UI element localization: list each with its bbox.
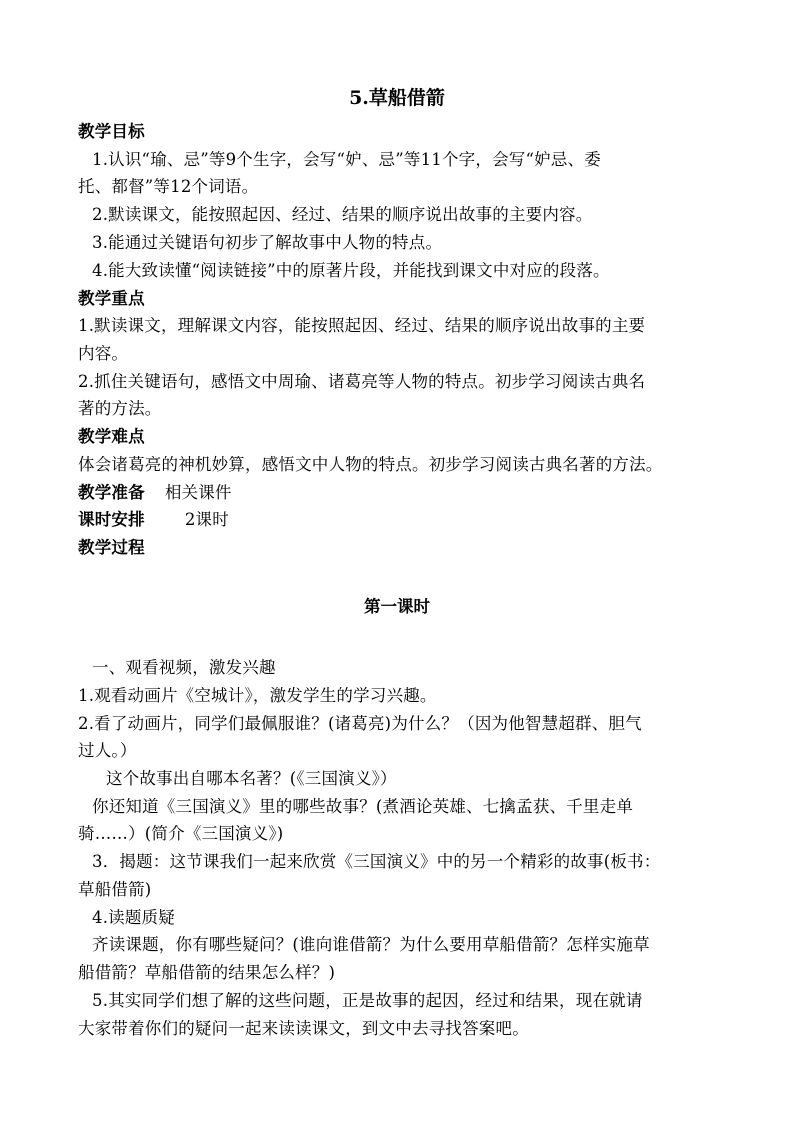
lesson-line: 大家带着你们的疑问一起来读读课文，到文中去寻找答案吧。 (78, 1019, 529, 1038)
objectives-heading: 教学目标 (78, 122, 145, 141)
lesson-line: 5.其实同学们想了解的这些问题，正是故事的起因，经过和结果，现在就请 (92, 991, 643, 1010)
lesson-line: 3．揭题：这节课我们一起来欣赏《三国演义》中的另一个精彩的故事(板书： (92, 852, 661, 871)
objective-line: 4.能大致读懂“阅读链接”中的原著片段，并能找到课文中对应的段落。 (92, 261, 610, 280)
key-point-line: 1.默读课文，理解课文内容，能按照起因、经过、结果的顺序说出故事的主要 (78, 316, 646, 335)
objective-line: 托、都督”等12个词语。 (78, 177, 259, 196)
difficulty-heading: 教学难点 (78, 427, 145, 446)
objective-line: 1.认识“瑜、忌”等9个生字，会写“妒、忌”等11个字，会写“妒忌、委 (92, 150, 601, 169)
difficulty-text: 体会诸葛亮的神机妙算，感悟文中人物的特点。初步学习阅读古典名著的方法。 (78, 455, 663, 474)
lesson-title: 第一课时 (364, 597, 430, 616)
schedule-value: 2课时 (184, 510, 229, 529)
objective-line: 3.能通过关键语句初步了解故事中人物的特点。 (92, 233, 443, 252)
schedule-label: 课时安排 (78, 510, 145, 529)
key-point-line: 内容。 (78, 344, 129, 363)
lesson-line: 齐读课题，你有哪些疑问？(谁向谁借箭？为什么要用草船借箭？怎样实施草 (92, 935, 650, 954)
lesson-line: 1.观看动画片《空城计》，激发学生的学习兴趣。 (78, 686, 437, 705)
lesson-line: 过人。） (78, 741, 137, 760)
objective-line: 2.默读课文，能按照起因、经过、结果的顺序说出故事的主要内容。 (92, 205, 593, 224)
lesson-line: 这个故事出自哪本名著？(《三国演义》） (106, 769, 397, 788)
process-heading: 教学过程 (78, 538, 145, 557)
lesson-line: 船借箭？草船借箭的结果怎么样？) (78, 963, 336, 982)
schedule-row (78, 510, 738, 530)
key-points-heading: 教学重点 (78, 289, 145, 308)
lesson-line: 骑……）(简介《三国演义》) (78, 824, 284, 843)
lesson-line: 2.看了动画片，同学们最佩服谁？(诸葛亮)为什么？（因为他智慧超群、胆气 (78, 714, 642, 733)
lesson-line: 你还知道《三国演义》里的哪些故事？(煮酒论英雄、七擒孟获、千里走单 (92, 797, 634, 816)
lesson-line: 4.读题质疑 (92, 908, 175, 927)
prep-value: 相关课件 (164, 483, 232, 502)
prep-label: 教学准备 (78, 483, 145, 502)
key-point-line: 2.抓住关键语句，感悟文中周瑜、诸葛亮等人物的特点。初步学习阅读古典名 (78, 372, 646, 391)
prep-row (78, 483, 738, 503)
lesson-line: 一、观看视频，激发兴趣 (92, 658, 276, 677)
key-point-line: 著的方法。 (78, 399, 162, 418)
lesson-line: 草船借箭) (78, 880, 152, 899)
document-title: 5.草船借箭 (349, 87, 445, 109)
